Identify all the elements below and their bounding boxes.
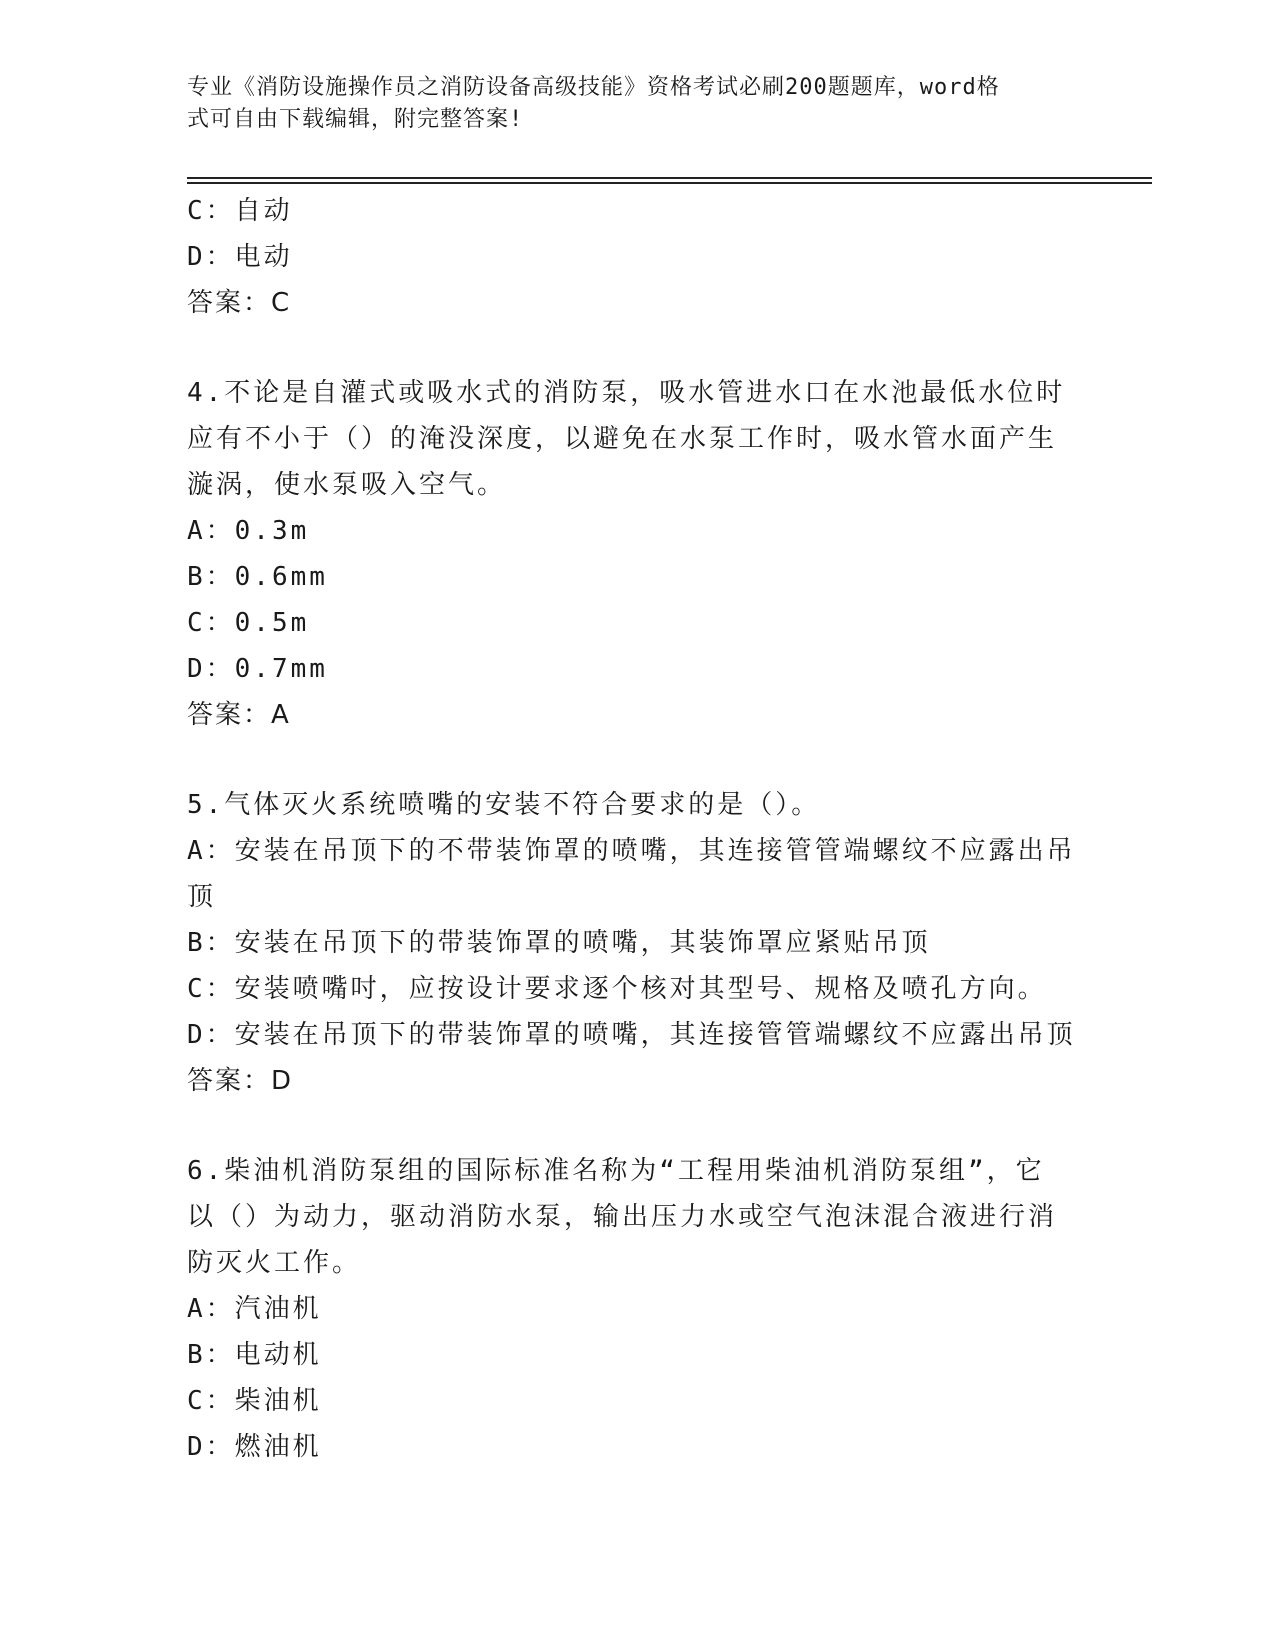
spacer xyxy=(187,326,1087,370)
option-d: D：燃油机 xyxy=(187,1432,322,1462)
question-stem-line: 以（）为动力，驱动消防水泵，输出压力水或空气泡沫混合液进行消 xyxy=(187,1202,1058,1232)
option-c: C：自动 xyxy=(187,196,293,226)
document-body xyxy=(187,188,1087,1470)
option-b: B：0.6mm xyxy=(187,562,328,592)
option-d: D：0.7mm xyxy=(187,654,328,684)
header-line-2: 式可自由下载编辑，附完整答案! xyxy=(187,107,524,132)
question-6 xyxy=(187,1148,1087,1470)
spacer xyxy=(187,738,1087,782)
option-d: D：电动 xyxy=(187,242,293,272)
question-stem-line: 漩涡，使水泵吸入空气。 xyxy=(187,470,507,500)
answer-line: 答案：C xyxy=(187,288,292,318)
option-c: C：安装喷嘴吋，应按设计要求逐个核对其型号、规格及喷孔方向。 xyxy=(187,974,1047,1004)
header-line-1: 专业《消防设施操作员之消防设备高级技能》资格考试必刷200题题库，word格 xyxy=(187,75,1000,100)
option-b: B：安装在吊顶下的带装饰罩的喷嘴，其装饰罩应紧贴吊顶 xyxy=(187,928,931,958)
question-3-continued xyxy=(187,188,1087,326)
option-d: D：安装在吊顶下的带装饰罩的喷嘴，其连接管管端螺纹不应露出吊顶 xyxy=(187,1020,1076,1050)
option-a: A：汽油机 xyxy=(187,1294,322,1324)
option-b: B：电动机 xyxy=(187,1340,322,1370)
option-c: C：柴油机 xyxy=(187,1386,322,1416)
spacer xyxy=(187,1104,1087,1148)
option-c: C：0.5m xyxy=(187,608,310,638)
question-stem-line: 4.不论是自灌式或吸水式的消防泵，吸水管进水口在水池最低水位时 xyxy=(187,378,1066,408)
question-stem-line: 5.气体灭火系统喷嘴的安装不符合要求的是（）。 xyxy=(187,790,821,820)
question-stem-line: 应有不小于（）的淹没深度，以避免在水泵工作时，吸水管水面产生 xyxy=(187,424,1058,454)
page-header xyxy=(187,72,1067,136)
header-divider-top xyxy=(187,177,1152,179)
option-a-continued: 顶 xyxy=(187,882,217,912)
question-stem-line: 防灭火工作。 xyxy=(187,1248,362,1278)
header-divider-bottom xyxy=(187,182,1152,184)
answer-line: 答案：D xyxy=(187,1066,294,1096)
option-a: A：0.3m xyxy=(187,516,310,546)
question-stem-line: 6.柴油机消防泵组的国际标准名称为“工程用柴油机消防泵组”，它 xyxy=(187,1156,1045,1186)
question-4 xyxy=(187,370,1087,738)
option-a: A：安装在吊顶下的不带装饰罩的喷嘴，其连接管管端螺纹不应露出吊 xyxy=(187,836,1076,866)
answer-line: 答案：A xyxy=(187,700,291,730)
question-5 xyxy=(187,782,1087,1104)
